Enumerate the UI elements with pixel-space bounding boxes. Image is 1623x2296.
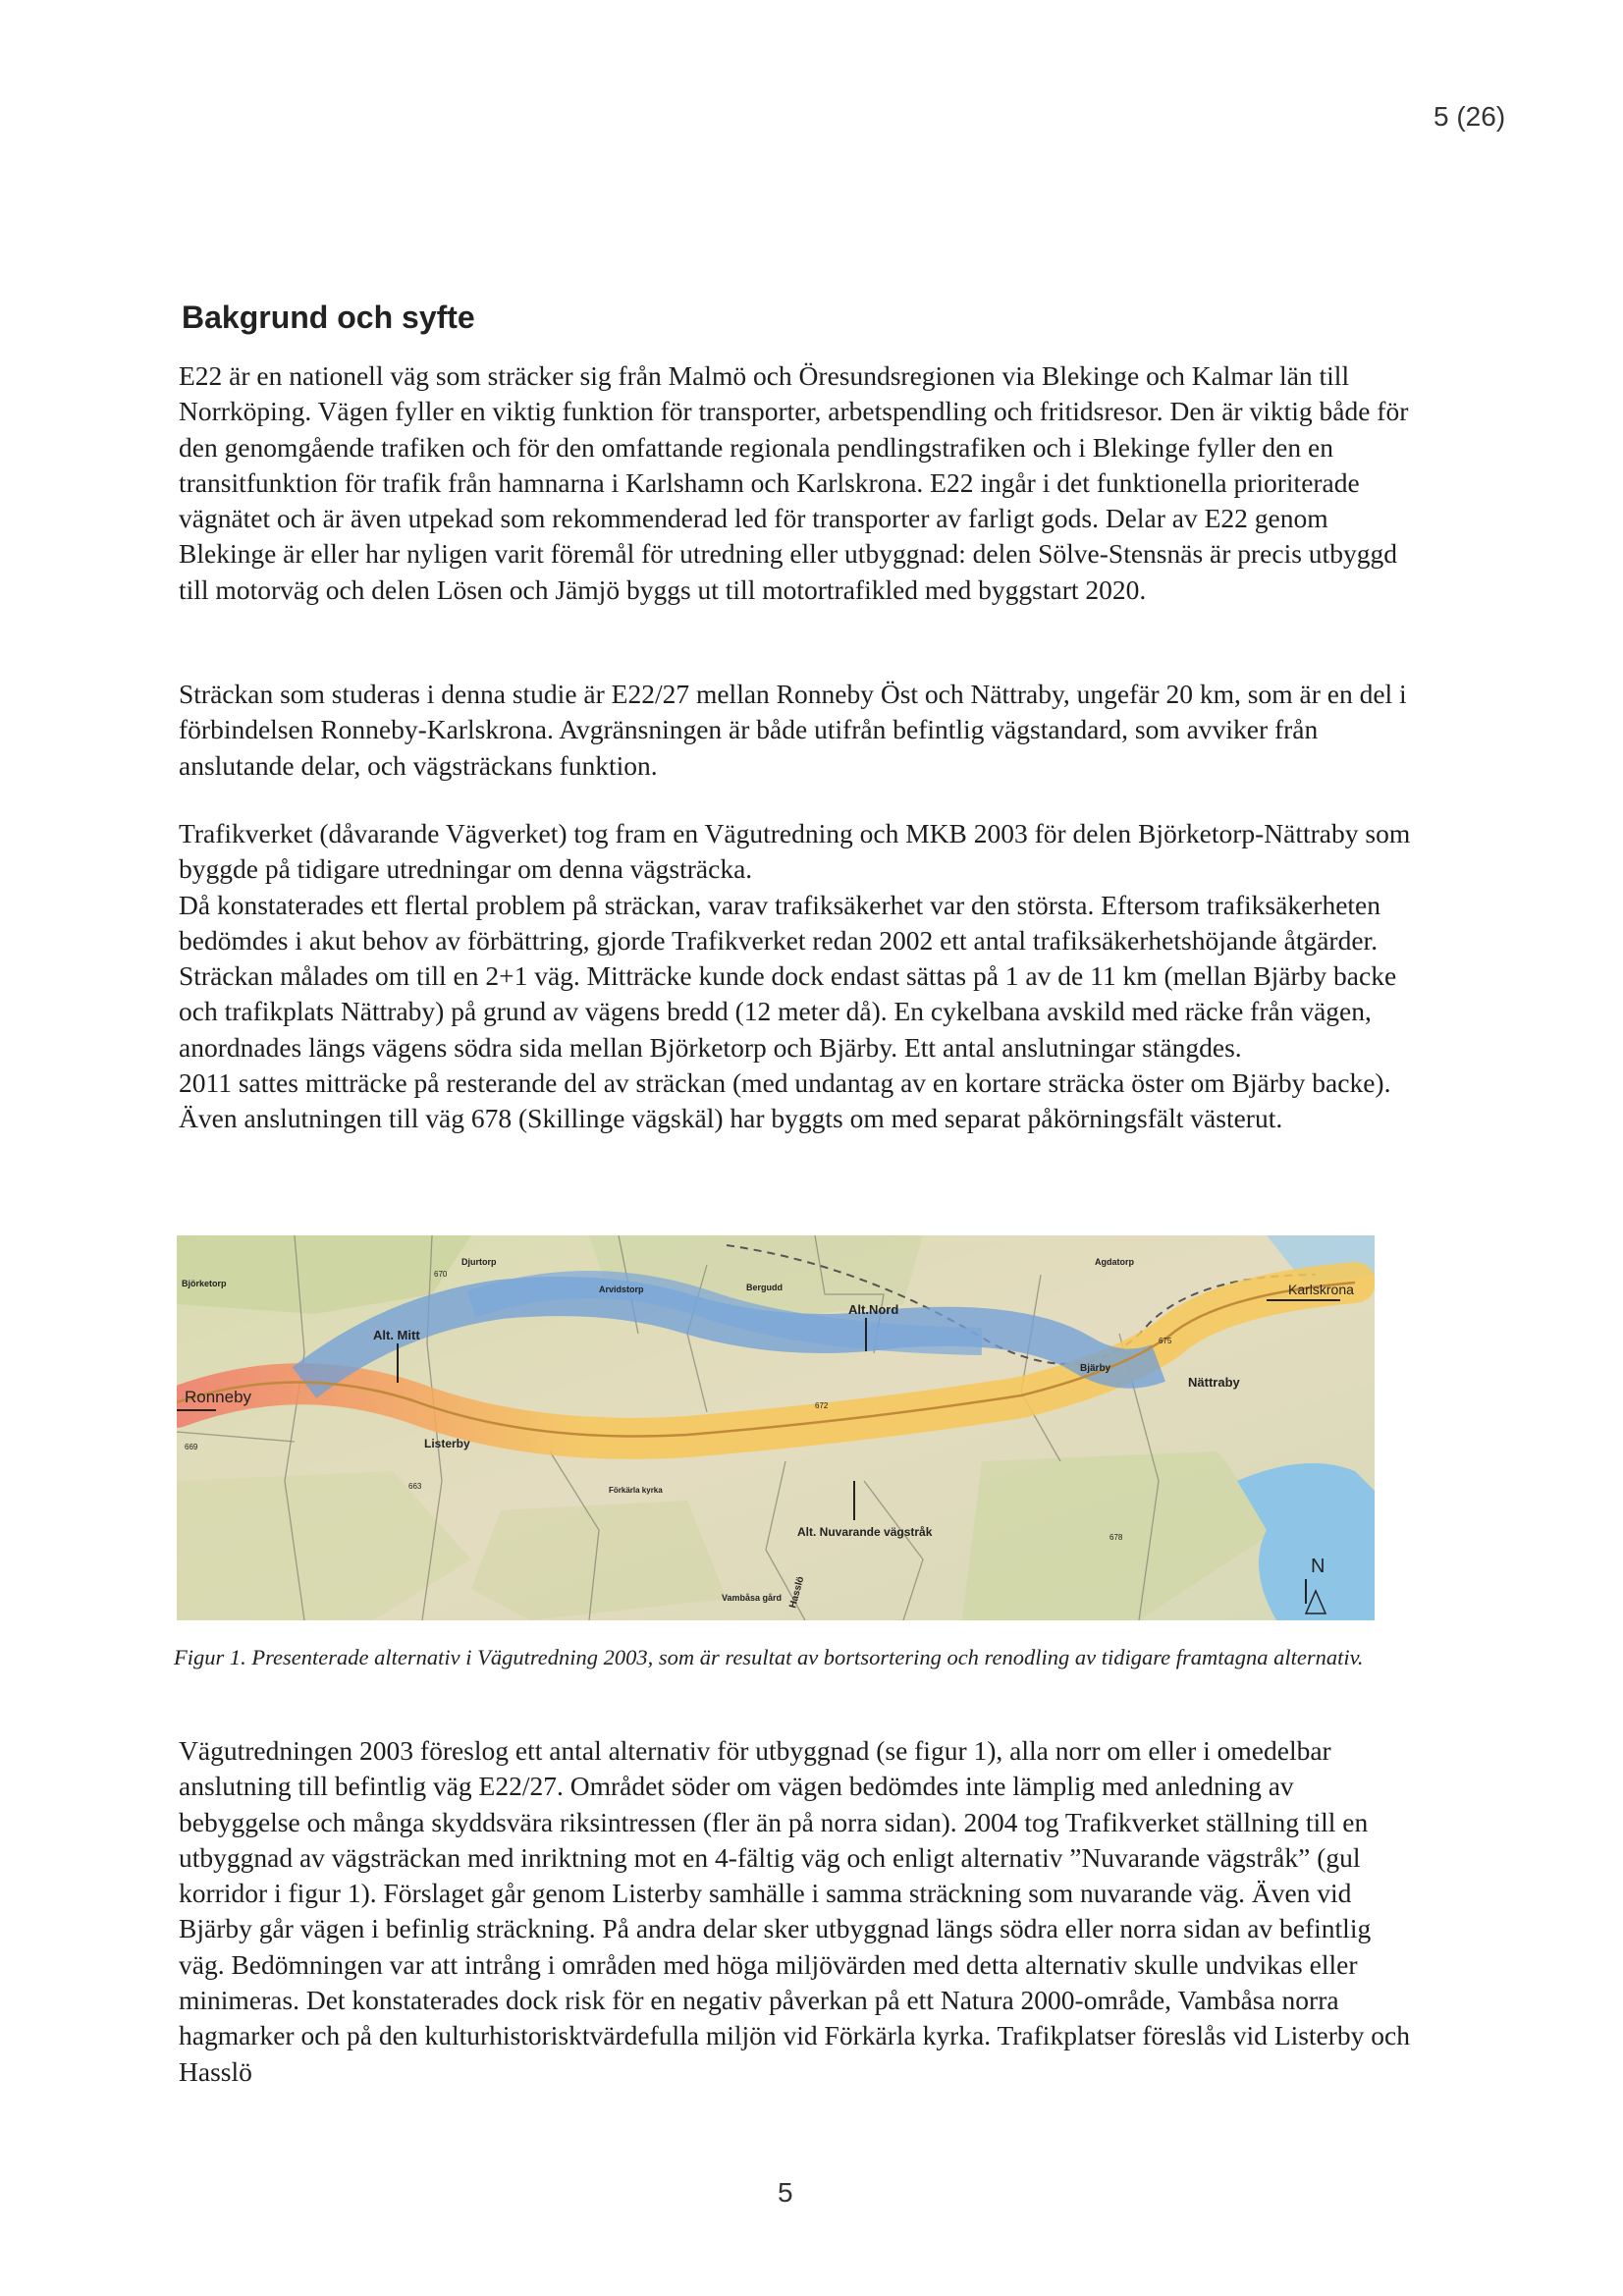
label-road-670: 670 <box>434 1270 448 1279</box>
label-djurtorp: Djurtorp <box>461 1257 497 1267</box>
label-arvidstorp: Arvidstorp <box>599 1285 644 1294</box>
paragraph-history <box>179 816 1416 1137</box>
paragraph-background <box>179 358 1416 608</box>
label-listerby: Listerby <box>424 1437 470 1450</box>
label-karlskrona: Karlskrona <box>1288 1282 1354 1297</box>
paragraph-text: Trafikverket (dåvarande Vägverket) tog fram en Vägutredning och MKB 2003 för delen Björketorp-Nättraby som byggde på tidigare utredningar om denna vägsträcka. <box>179 818 1411 885</box>
figure-caption: Figur 1. Presenterade alternativ i Vägutredning 2003, som är resultat av bortsortering och renodling av tidigare framtagna alternativ. <box>174 1645 1364 1669</box>
label-ronneby: Ronneby <box>185 1388 252 1406</box>
section-title: Bakgrund och syfte <box>182 300 475 335</box>
north-arrow-label: N <box>1311 1556 1325 1577</box>
paragraph-text: Då konstaterades ett flertal problem på sträckan, varav trafiksäkerhet var den största. Eftersom trafiksäkerheten bedömdes i akut behov av förbättring, gjorde Trafikverket redan 2002 ett antal trafiksäkerhetshöjande åtgärder. Sträckan målades om till en 2+1 väg. Mitträcke kunde dock endast sättas på 1 av de 11 km (mellan Bjärby backe och trafikplats Nättraby) på grund av vägens bredd (12 meter då). En cykelbana avskild med räcke från vägen, anordnades längs vägens södra sida mellan Björketorp och Bjärby. Ett antal anslutningar stängdes. <box>179 889 1397 1063</box>
label-road-669: 669 <box>185 1443 198 1451</box>
label-bjarby: Bjärby <box>1080 1363 1111 1374</box>
label-vambasa: Vambåsa gård <box>722 1593 783 1603</box>
label-alt-mitt: Alt. Mitt <box>373 1328 420 1342</box>
label-bergudd: Bergudd <box>746 1283 783 1292</box>
page-indicator: 5 (26) <box>1434 101 1506 132</box>
paragraph-text: 2011 sattes mitträcke på resterande del av sträckan (med undantag av en kortare sträcka öster om Bjärby backe). Även anslutningen till väg 678 (Skillinge vägskäl) har byggts om med separat påkörningsfält västerut. <box>179 1067 1391 1134</box>
label-hasslo: Hasslö <box>787 1575 807 1610</box>
paragraph-text: Vägutredningen 2003 föreslog ett antal alternativ för utbyggnad (se figur 1), alla norr om eller i omedelbar anslutning till befintlig väg E22/27. Området söder om vägen bedömdes inte lämplig med anledning av bebyggelse och många skyddsvära riksintressen (fler än på norra sidan). 2004 tog Trafikverket ställning till en utbyggnad av vägsträckan med inriktning mot en 4-fältig väg och enligt alternativ ”Nuvarande vägstråk” (gul korridor i figur 1). Förslaget går genom Listerby samhälle i samma sträckning som nuvarande väg. Även vid Bjärby går vägen i befinlig sträckning. På andra delar sker utbyggnad längs södra eller norra sidan av befintlig väg. Bedömningen var att intrång i områden med höga miljövärden med detta alternativ skulle undvikas eller minimeras. Det konstaterades dock risk för en negativ påverkan på ett Natura 2000-område, Vambåsa norra hagmarker och på den kulturhistorisktvärdefulla miljön vid Förkärla kyrka. Trafikplatser föreslås vid Listerby och Hasslö <box>179 1735 1411 2087</box>
label-road-672: 672 <box>815 1401 829 1410</box>
label-alt-nord: Alt.Nord <box>848 1302 899 1317</box>
label-bjorketorp: Björketorp <box>182 1279 227 1288</box>
paragraph-alternatives <box>179 1733 1416 2090</box>
route-alternatives-map <box>177 1235 1375 1620</box>
paragraph-text: E22 är en nationell väg som sträcker sig från Malmö och Öresundsregionen via Blekinge och Kalmar län till Norrköping. Vägen fyller en viktig funktion för transporter, arbetspendling och fritidsresor. Den är viktig både för den genomgående trafiken och för den omfattande regionala pendlingstrafiken och i Blekinge fyller den en transitfunktion för trafik från hamnarna i Karlshamn och Karlskrona. E22 ingår i det funktionella prioriterade vägnätet och är även utpekad som rekommenderad led för transporter av farligt gods. Delar av E22 genom Blekinge är eller har nyligen varit föremål för utredning eller utbyggnad: delen Sölve-Stensnäs är precis utbyggd till motorväg och delen Lösen och Jämjö byggs ut till motortrafikled med byggstart 2020. <box>179 360 1409 605</box>
label-road-675: 675 <box>1159 1337 1172 1345</box>
label-agdatorp: Agdatorp <box>1095 1257 1134 1267</box>
page-number: 5 <box>778 2177 793 2208</box>
paragraph-text: Sträckan som studeras i denna studie är E22/27 mellan Ronneby Öst och Nättraby, ungefär 20 km, som är en del i förbindelsen Ronneby-Karlskrona. Avgränsningen är både utifrån befintlig vägstandard, som avviker från anslutande delar, och vägsträckans funktion. <box>179 679 1407 781</box>
label-nattraby: Nättraby <box>1188 1375 1240 1390</box>
label-road-663: 663 <box>408 1482 422 1491</box>
figure-map <box>177 1235 1375 1620</box>
label-forkarla: Förkärla kyrka <box>609 1486 663 1495</box>
paragraph-study-area <box>179 677 1416 784</box>
label-road-678: 678 <box>1109 1533 1123 1542</box>
label-alt-nuvarande: Alt. Nuvarande vägstråk <box>797 1525 933 1539</box>
